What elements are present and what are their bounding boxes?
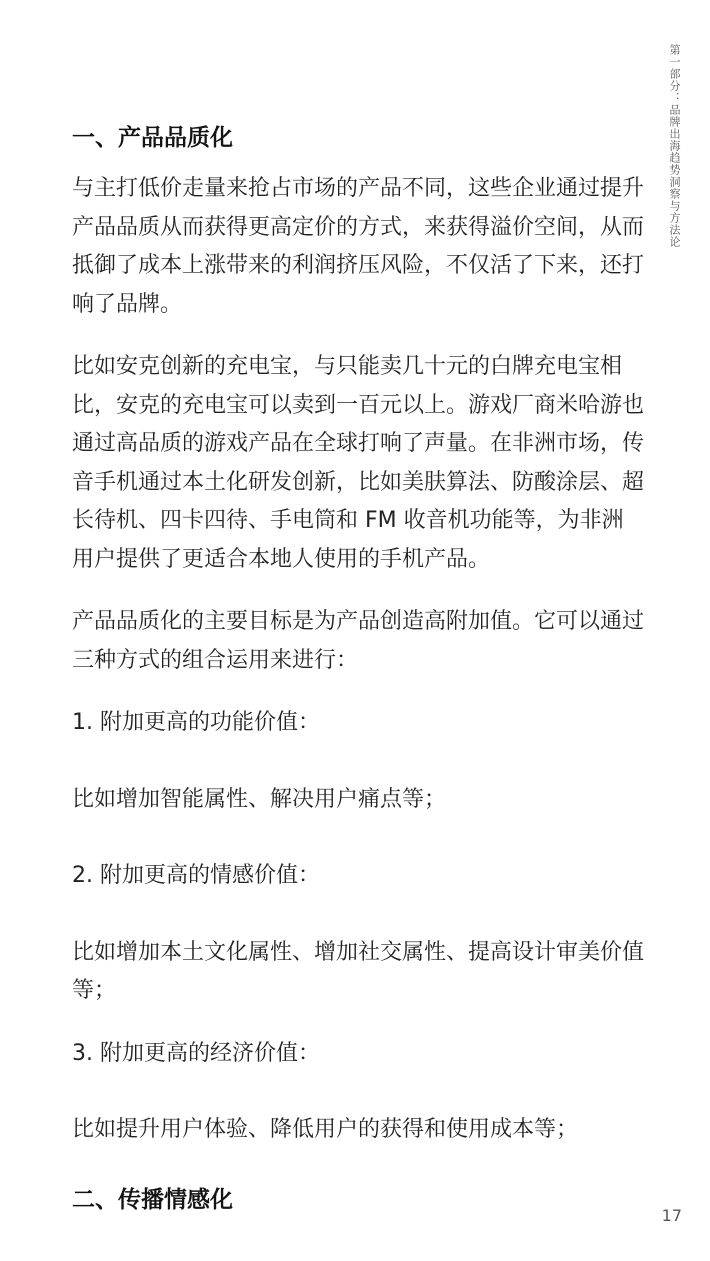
list-item-title-economic: 3. 附加更高的经济价值： (72, 1040, 320, 1066)
list-item-title-functional: 1. 附加更高的功能价值： (72, 710, 320, 735)
running-header: 第一部分：品牌出海趋势洞察与方法论 (668, 44, 681, 248)
list-item-title-emotional: 2. 附加更高的情感价值： (72, 863, 320, 888)
page-number: 17 (661, 1206, 682, 1225)
list-item-desc-functional: 比如增加智能属性、解决用户痛点等； (72, 786, 447, 812)
list-item-desc-emotional: 比如增加本土文化属性、增加社交属性、提高设计审美价值等； (72, 939, 645, 1003)
page-content (72, 118, 644, 1220)
section-heading-product-quality: 一、产品品质化 (72, 125, 233, 151)
list-item-desc-economic: 比如提升用户体验、降低用户的获得和使用成本等； (72, 1117, 579, 1142)
section-heading-emotional-communication: 二、传播情感化 (72, 1186, 233, 1213)
paragraph-goal: 产品品质化的主要目标是为产品创造高附加值。它可以通过三种方式的组合运用来进行： (72, 609, 645, 673)
paragraph-intro: 与主打低价走量来抢占市场的产品不同，这些企业通过提升产品品质从而获得更高定价的方式，来获得溢价空间，从而抵御了成本上涨带来的利润挤压风险，不仅活了下来，还打响了品牌。 (72, 176, 645, 317)
paragraph-examples: 比如安克创新的充电宝，与只能卖几十元的白牌充电宝相比，安克的充电宝可以卖到一百元以上。游戏厂商米哈游也通过高品质的游戏产品在全球打响了声量。在非洲市场，传音手机通过本土化研发创新，比如美肤算法、防酸涂层、超长待机、四卡四待、手电筒和 FM 收音机功能等，为非洲用户提供了更适合本地人使用的手机产品。 (72, 354, 645, 572)
